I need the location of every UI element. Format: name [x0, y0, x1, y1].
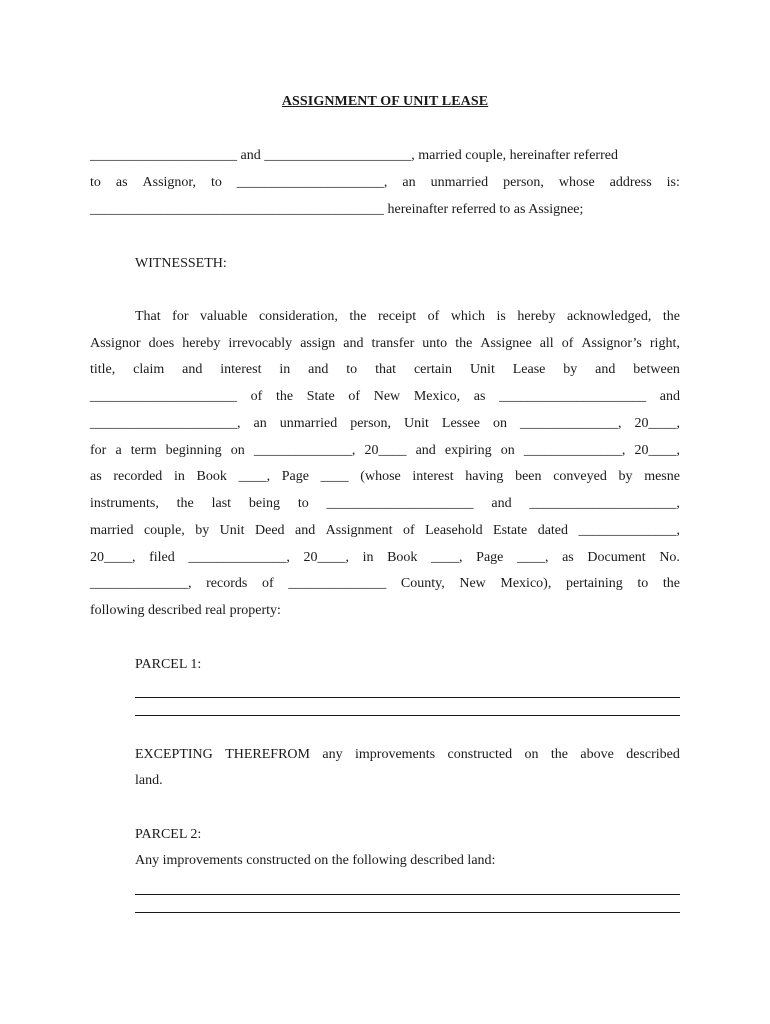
word: Book — [387, 550, 418, 565]
word: an — [402, 175, 416, 190]
body-line-5 — [90, 415, 680, 433]
word: Assignor’s — [581, 336, 642, 351]
word: records — [206, 576, 248, 591]
word: is: — [666, 175, 680, 190]
word: (whose — [360, 469, 401, 484]
word: recorded — [113, 469, 163, 484]
word: and — [294, 523, 316, 538]
word: address — [609, 175, 652, 190]
word: the — [550, 747, 568, 762]
word: ____, — [238, 469, 271, 484]
word: Mexico, — [413, 389, 461, 404]
word: of — [561, 336, 574, 351]
word: that — [375, 362, 397, 377]
word: County, — [400, 576, 445, 591]
word: conveyed — [553, 469, 607, 484]
word: as — [473, 389, 486, 404]
parcel-2-blank-line-2 — [135, 912, 680, 913]
word: unto — [422, 336, 448, 351]
word: 20____, — [90, 550, 136, 565]
word: Leasehold — [425, 523, 483, 538]
word: Lessee — [441, 416, 480, 431]
word: ______________, — [253, 443, 356, 458]
word: assign — [300, 336, 336, 351]
word: whose — [558, 175, 595, 190]
word: to — [637, 576, 649, 591]
word: improvements — [355, 747, 436, 762]
word: _____________________, — [529, 496, 680, 511]
word: interest — [412, 469, 454, 484]
word: which — [450, 309, 486, 324]
word: unmarried — [279, 416, 338, 431]
word: Unit — [219, 523, 245, 538]
excepting-line-1 — [135, 746, 680, 764]
word: New — [459, 576, 486, 591]
word: an — [253, 416, 267, 431]
intro-line-2 — [90, 174, 680, 192]
word: been — [515, 469, 542, 484]
word: to — [346, 362, 358, 377]
word: of — [250, 389, 263, 404]
word: irrevocably — [228, 336, 293, 351]
word: ____, — [516, 550, 549, 565]
word: term — [130, 443, 157, 458]
intro-line-1 — [90, 147, 680, 165]
word: constructed — [447, 747, 513, 762]
word: of — [427, 309, 440, 324]
word: in — [362, 550, 374, 565]
word: as — [562, 550, 574, 565]
word: mesne — [644, 469, 680, 484]
word: Deed — [255, 523, 285, 538]
body-line-12: following described real property: — [90, 603, 281, 618]
word: and — [595, 362, 616, 377]
word: all — [539, 336, 554, 351]
word: being — [248, 496, 280, 511]
word: ______________, — [519, 416, 622, 431]
word: married — [90, 523, 134, 538]
word: Assignee — [480, 336, 532, 351]
word: Estate — [493, 523, 528, 538]
word: _____________________, — [236, 175, 388, 190]
document-title: ASSIGNMENT OF UNIT LEASE — [281, 94, 489, 109]
word: 20____, — [634, 443, 680, 458]
word: is — [496, 309, 506, 324]
word: expiring — [444, 443, 492, 458]
word: Unit — [404, 416, 429, 431]
word: ______________, — [578, 523, 680, 538]
word: the — [349, 309, 367, 324]
word: instruments, — [90, 496, 159, 511]
word: _____________________ — [499, 389, 647, 404]
word: ____ — [320, 469, 349, 484]
parcel-1-heading: PARCEL 1: — [135, 657, 202, 672]
word: transfer — [371, 336, 415, 351]
body-line-10 — [90, 549, 680, 567]
word: _____________________, — [90, 416, 241, 431]
word: in — [279, 362, 291, 377]
excepting-line-2: land. — [135, 773, 163, 788]
word: of — [348, 389, 361, 404]
word: right, — [649, 336, 680, 351]
word: and — [343, 336, 364, 351]
word: and — [415, 443, 436, 458]
body-line-7 — [90, 468, 680, 486]
intro-line-1-text: _____________________ and _____________________, married couple, hereinafter referred — [90, 148, 618, 163]
word: beginning — [165, 443, 222, 458]
parcel-1-blank-line-1 — [135, 697, 680, 698]
word: dated — [537, 523, 569, 538]
word: and — [659, 389, 680, 404]
word: to — [211, 175, 222, 190]
word: and — [491, 496, 512, 511]
body-line-4 — [90, 388, 680, 406]
word: the — [662, 309, 680, 324]
word: Document — [587, 550, 646, 565]
word: in — [173, 469, 185, 484]
word: Page — [281, 469, 309, 484]
word: above — [580, 747, 614, 762]
body-line-3 — [90, 361, 680, 379]
word: to — [90, 175, 101, 190]
word: State — [306, 389, 335, 404]
word: _____________________ — [90, 389, 237, 404]
word: pertaining — [565, 576, 623, 591]
word: Lease — [512, 362, 546, 377]
word: EXCEPTING — [135, 747, 213, 762]
parcel-1-blank-line-2 — [135, 715, 680, 716]
parcel-2-text: Any improvements constructed on the following described land: — [135, 853, 496, 868]
word: title, — [90, 362, 116, 377]
word: on — [230, 443, 245, 458]
word: Unit — [469, 362, 495, 377]
word: and — [182, 362, 203, 377]
body-line-11 — [90, 575, 680, 593]
word: does — [148, 336, 175, 351]
word: last — [211, 496, 232, 511]
word: 20____, — [634, 416, 680, 431]
word: filed — [149, 550, 175, 565]
word: Book — [196, 469, 227, 484]
witnesseth-heading: WITNESSETH: — [135, 256, 227, 271]
word: and — [308, 362, 329, 377]
word: Assignor, — [142, 175, 197, 190]
body-line-2 — [90, 335, 680, 353]
word: the — [275, 389, 294, 404]
word: having — [465, 469, 504, 484]
word: valuable — [200, 309, 248, 324]
word: person, — [503, 175, 544, 190]
word: 20____ — [364, 443, 407, 458]
word: as — [90, 469, 102, 484]
word: by — [195, 523, 210, 538]
word: the — [455, 336, 473, 351]
word: ______________, — [188, 550, 290, 565]
word: Assignor — [90, 336, 141, 351]
word: interest — [220, 362, 262, 377]
word: acknowledged, — [567, 309, 652, 324]
word: person, — [350, 416, 392, 431]
word: ______________ — [288, 576, 387, 591]
word: described — [626, 747, 680, 762]
body-line-9 — [90, 522, 680, 540]
word: receipt — [378, 309, 417, 324]
word: for — [172, 309, 189, 324]
word: 20____, — [303, 550, 349, 565]
word: ____, — [431, 550, 463, 565]
word: to — [297, 496, 309, 511]
word: of — [402, 523, 415, 538]
word: hereby — [182, 336, 221, 351]
word: between — [633, 362, 680, 377]
word: for — [90, 443, 107, 458]
word: _____________________ — [326, 496, 474, 511]
word: the — [176, 496, 194, 511]
word: ______________, — [90, 576, 192, 591]
word: consideration, — [258, 309, 338, 324]
word: unmarried — [430, 175, 489, 190]
word: couple, — [143, 523, 185, 538]
word: claim — [133, 362, 165, 377]
word: any — [322, 747, 343, 762]
word: as — [115, 175, 128, 190]
body-line-1 — [135, 308, 680, 326]
parcel-2-heading: PARCEL 2: — [135, 827, 202, 842]
word: by — [563, 362, 578, 377]
body-line-8 — [90, 495, 680, 513]
word: Page — [476, 550, 504, 565]
word: Mexico), — [500, 576, 552, 591]
word: the — [662, 576, 680, 591]
parcel-2-blank-line-1 — [135, 894, 680, 895]
word: ______________, — [523, 443, 626, 458]
body-line-6 — [90, 442, 680, 460]
word: No. — [659, 550, 680, 565]
word: Assignment — [325, 523, 393, 538]
word: THEREFROM — [225, 747, 310, 762]
word: of — [261, 576, 274, 591]
word: on — [500, 443, 515, 458]
word: New — [373, 389, 401, 404]
word: That — [135, 309, 161, 324]
intro-line-3: __________________________________________ hereinafter referred to as Assignee; — [90, 202, 584, 217]
word: on — [524, 747, 539, 762]
word: certain — [413, 362, 453, 377]
word: by — [618, 469, 633, 484]
word: on — [492, 416, 507, 431]
word: hereby — [517, 309, 556, 324]
word: a — [115, 443, 122, 458]
